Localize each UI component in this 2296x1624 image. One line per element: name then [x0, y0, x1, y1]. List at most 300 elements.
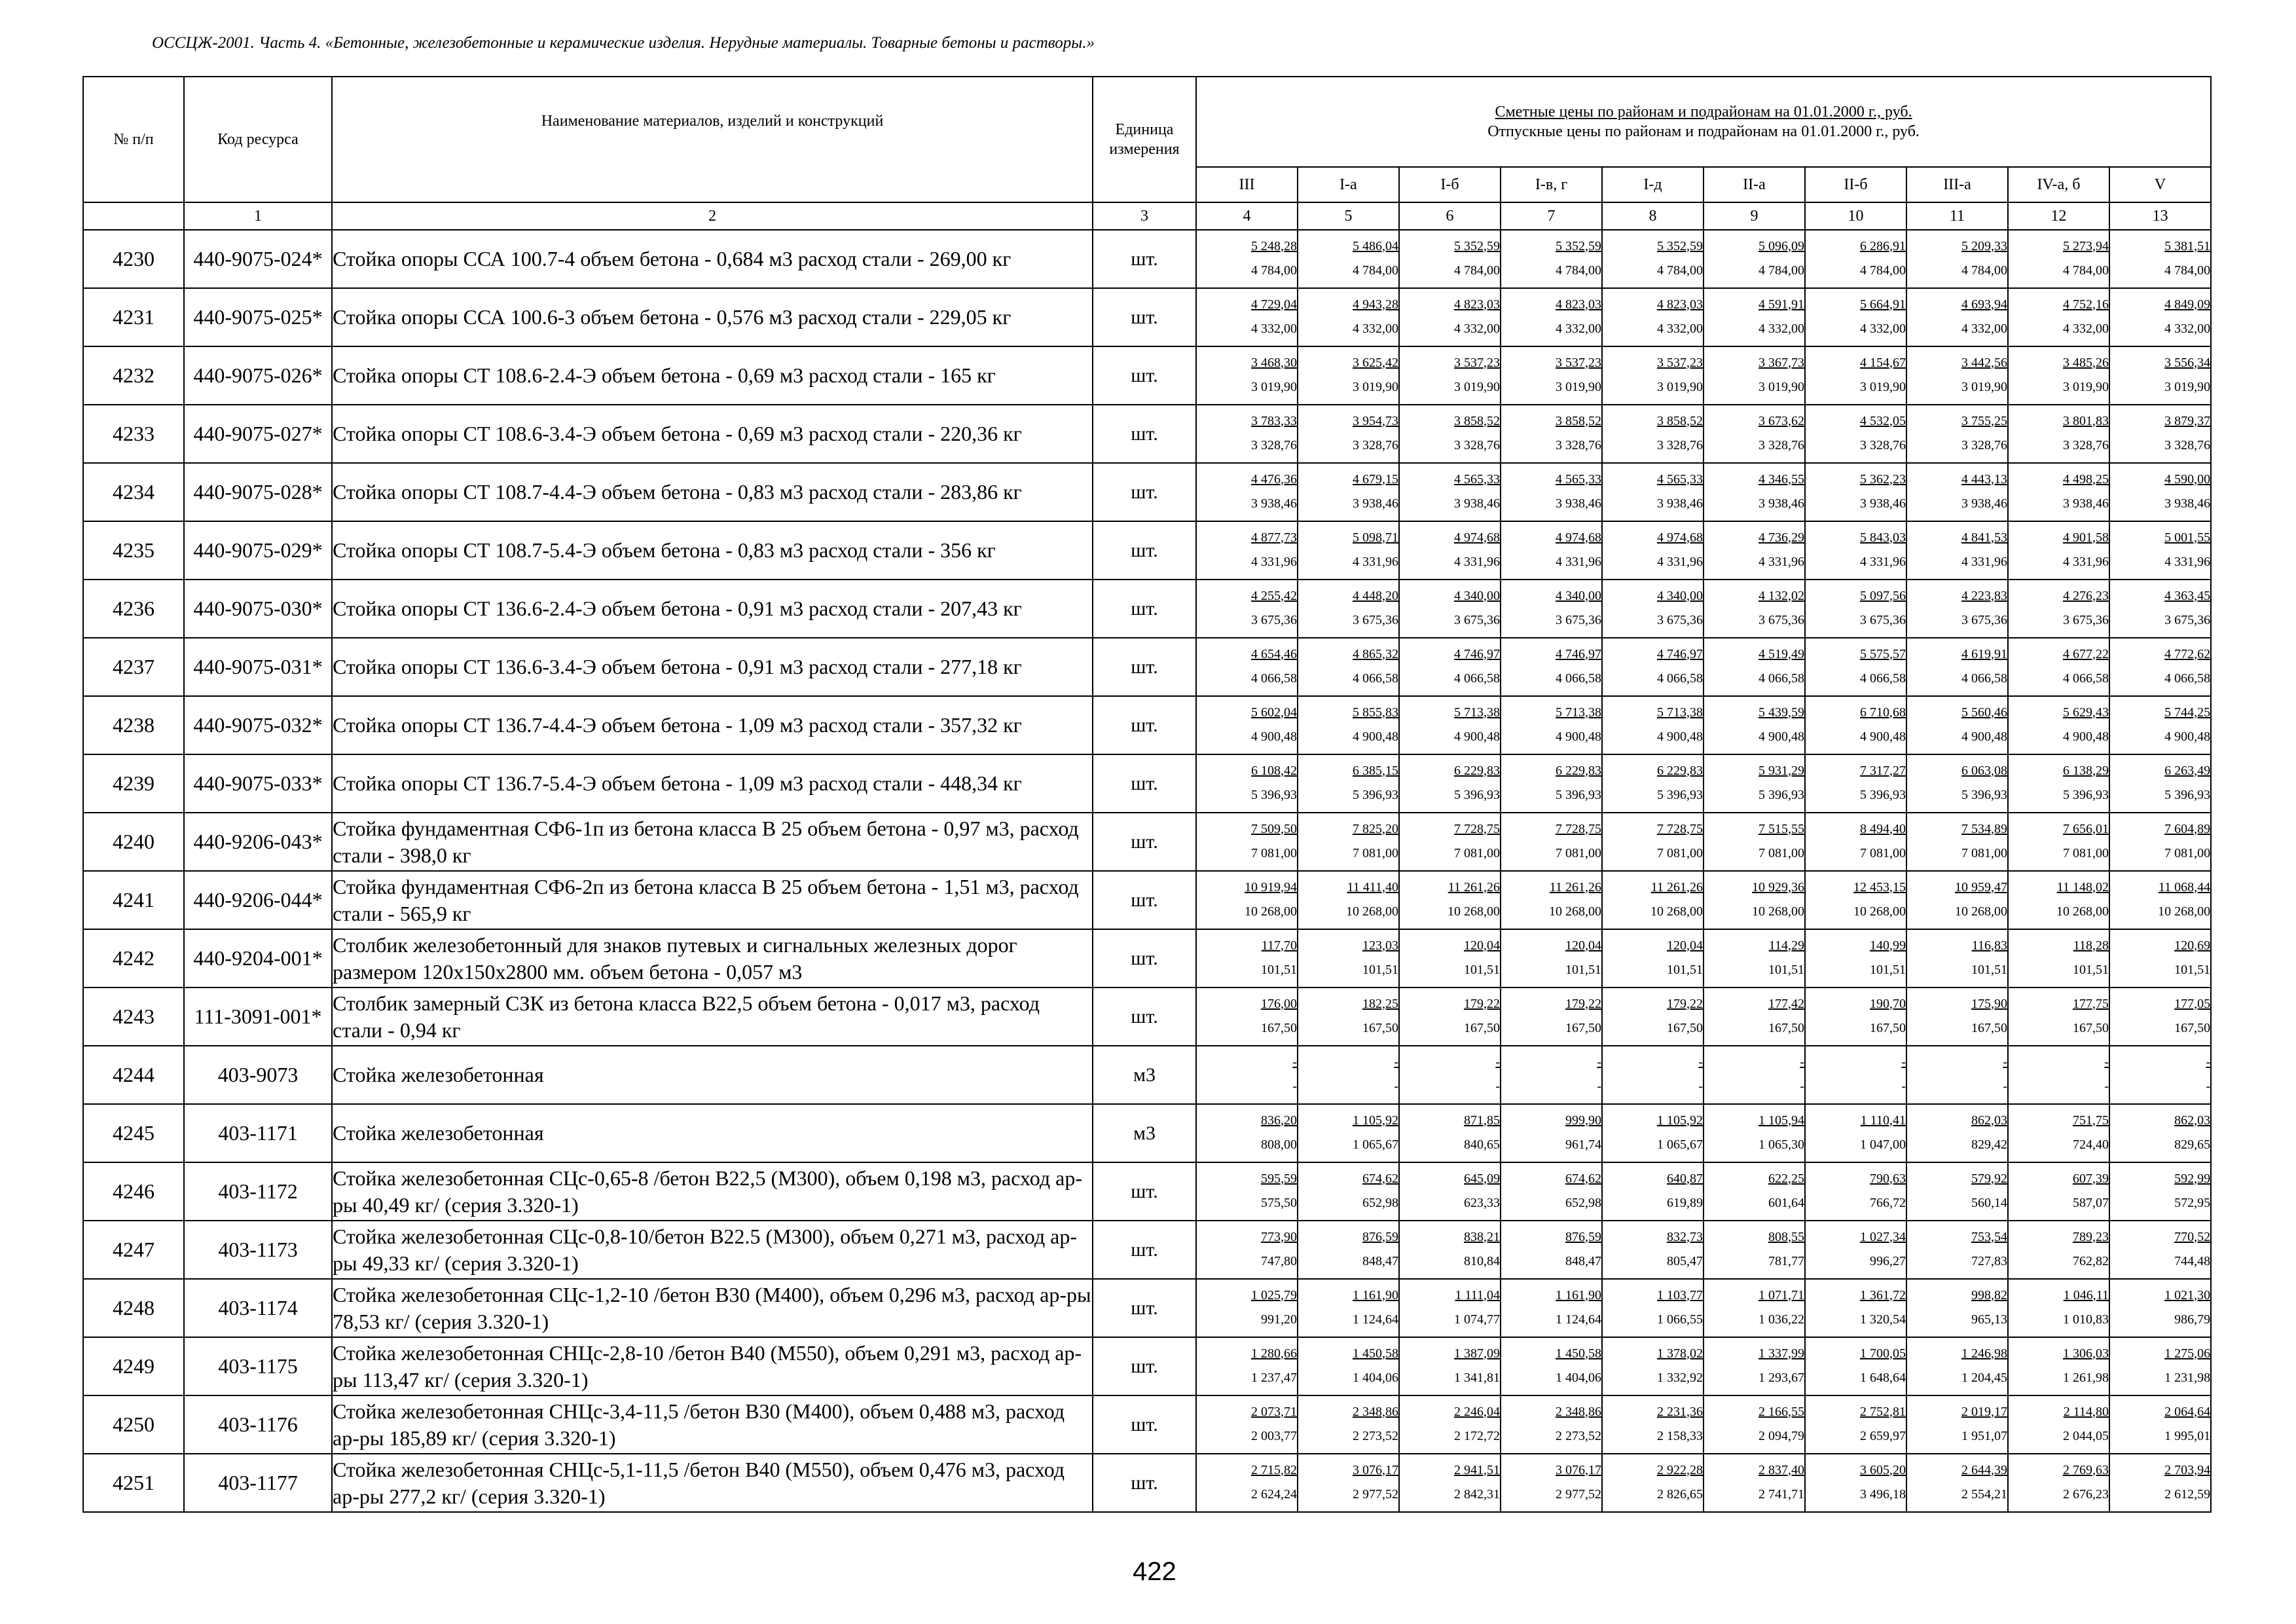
price-cell	[1399, 230, 1501, 288]
release-price: 3 675,36	[1556, 612, 1601, 627]
price-cell	[1906, 580, 2008, 638]
release-price: 840,65	[1464, 1137, 1500, 1152]
release-price: 5 396,93	[1454, 787, 1500, 802]
page-number: 422	[1133, 1557, 1176, 1586]
price-cell	[1196, 987, 1298, 1046]
price-cell	[1602, 1454, 1704, 1512]
price-cell	[1196, 405, 1298, 463]
price-cell	[1298, 813, 1399, 871]
resource-code: 440-9075-026*	[184, 346, 332, 405]
release-price: 10 268,00	[2056, 904, 2109, 919]
estimate-price: 595,59	[1261, 1171, 1297, 1186]
estimate-price: 4 590,00	[2164, 471, 2211, 487]
release-price: 1 065,67	[1353, 1137, 1398, 1152]
price-cell	[1298, 1221, 1399, 1279]
estimate-price: 4 565,33	[1657, 471, 1703, 487]
price-cell	[1298, 1337, 1399, 1395]
unit: шт.	[1093, 230, 1196, 288]
price-cell	[1704, 1162, 1805, 1221]
price-cell	[1298, 230, 1399, 288]
release-price: 3 019,90	[1251, 379, 1297, 394]
unit: шт.	[1093, 638, 1196, 696]
price-cell	[1501, 463, 1602, 521]
price-cell	[1399, 1221, 1501, 1279]
table-row	[83, 1454, 2211, 1512]
release-price: 1 995,01	[2164, 1428, 2211, 1443]
price-cell	[1906, 288, 2008, 346]
price-cell	[1399, 521, 1501, 580]
estimate-price: 5 352,59	[1657, 238, 1703, 253]
release-price: 5 396,93	[1961, 787, 2007, 802]
estimate-price: 862,03	[2174, 1113, 2211, 1128]
price-cell	[1501, 230, 1602, 288]
item-name: Стойка опоры СТ 136.7-4.4-Э объем бетона - 1,09 м3 расход стали - 357,32 кг	[332, 696, 1093, 754]
estimate-price: -	[1292, 1054, 1297, 1069]
release-price: 167,50	[1971, 1020, 2007, 1035]
release-price: 10 268,00	[1346, 904, 1398, 919]
release-price: 652,98	[1565, 1195, 1601, 1210]
release-price: 4 900,48	[1454, 729, 1500, 744]
resource-code: 440-9075-027*	[184, 405, 332, 463]
price-cell	[1906, 346, 2008, 405]
price-cell	[2008, 288, 2109, 346]
price-cell	[1196, 813, 1298, 871]
estimate-price: 4 519,49	[1758, 646, 1804, 661]
estimate-price: 3 755,25	[1961, 413, 2007, 428]
price-cell	[2008, 813, 2109, 871]
price-cell	[1602, 696, 1704, 754]
item-name: Стойка фундаментная СФ6-2п из бетона класса В 25 объем бетона - 1,51 м3, расход стали - 565,9 кг	[332, 871, 1093, 929]
price-cell	[1602, 521, 1704, 580]
column-number-blank	[83, 202, 184, 230]
estimate-price: 6 138,29	[2063, 763, 2109, 778]
price-cell	[1906, 638, 2008, 696]
row-number: 4236	[83, 580, 184, 638]
release-price: 3 938,46	[1860, 496, 1906, 511]
estimate-price: 3 625,42	[1353, 355, 1398, 370]
release-price: 101,51	[1870, 962, 1906, 977]
estimate-price: 3 954,73	[1353, 413, 1398, 428]
resource-code: 440-9206-043*	[184, 813, 332, 871]
release-price: 3 019,90	[1961, 379, 2007, 394]
estimate-price: 1 021,30	[2164, 1287, 2211, 1302]
region-header: I-а	[1298, 167, 1399, 202]
estimate-price: 1 450,58	[1556, 1346, 1601, 1361]
estimate-price: 4 877,73	[1251, 530, 1297, 545]
release-price: 587,07	[2073, 1195, 2109, 1210]
release-price: 5 396,93	[1556, 787, 1601, 802]
item-name: Стойка железобетонная СНЦс-3,4-11,5 /бетон В30 (М400), объем 0,488 м3, расход ар-ры 185,89 кг/ (серия 3.320-1)	[332, 1395, 1093, 1454]
estimate-price: 4 772,62	[2164, 646, 2211, 661]
column-number: 13	[2109, 202, 2211, 230]
estimate-price: 3 858,52	[1454, 413, 1500, 428]
price-cell	[2109, 813, 2211, 871]
release-price: 3 675,36	[1353, 612, 1398, 627]
release-price: 601,64	[1768, 1195, 1804, 1210]
price-cell	[1805, 1046, 1906, 1104]
price-cell	[1501, 929, 1602, 987]
release-price: 3 675,36	[1961, 612, 2007, 627]
estimate-price: 1 361,72	[1860, 1287, 1906, 1302]
region-header: III-а	[1906, 167, 2008, 202]
price-cell	[2008, 696, 2109, 754]
estimate-price: 862,03	[1971, 1113, 2007, 1128]
estimate-price: 7 728,75	[1454, 821, 1500, 836]
price-cell	[1906, 1221, 2008, 1279]
table-row	[83, 463, 2211, 521]
estimate-price: 1 700,05	[1860, 1346, 1906, 1361]
release-price: 781,77	[1768, 1253, 1804, 1268]
estimate-price: 120,04	[1667, 938, 1703, 953]
release-price: 3 019,90	[1353, 379, 1398, 394]
estimate-price: 3 076,17	[1353, 1462, 1398, 1477]
price-cell	[1501, 1395, 1602, 1454]
estimate-price: 5 486,04	[1353, 238, 1398, 253]
price-cell	[1298, 1395, 1399, 1454]
release-price: 167,50	[1362, 1020, 1398, 1035]
estimate-price: 10 919,94	[1245, 879, 1297, 895]
release-price: 2 612,59	[2164, 1486, 2211, 1502]
price-cell	[1805, 1221, 1906, 1279]
estimate-price: 6 263,49	[2164, 763, 2211, 778]
release-price: 3 675,36	[1251, 612, 1297, 627]
estimate-price: 770,52	[2174, 1229, 2211, 1244]
release-price: 101,51	[1464, 962, 1500, 977]
release-price: 7 081,00	[1556, 845, 1601, 860]
price-cell	[1196, 929, 1298, 987]
release-price: 2 273,52	[1556, 1428, 1601, 1443]
release-price: 829,65	[2174, 1137, 2211, 1152]
unit: шт.	[1093, 463, 1196, 521]
estimate-price: 2 246,04	[1454, 1404, 1500, 1419]
estimate-price: 4 823,03	[1657, 297, 1703, 312]
estimate-price: 1 450,58	[1353, 1346, 1398, 1361]
price-cell	[1399, 871, 1501, 929]
price-cell	[1805, 1104, 1906, 1162]
release-price: 2 094,79	[1758, 1428, 1804, 1443]
resource-code: 111-3091-001*	[184, 987, 332, 1046]
price-cell	[1906, 1104, 2008, 1162]
price-cell	[1704, 1279, 1805, 1337]
column-number: 9	[1704, 202, 1805, 230]
unit: шт.	[1093, 1395, 1196, 1454]
price-cell	[1602, 230, 1704, 288]
release-price: 3 675,36	[1860, 612, 1906, 627]
release-price: 4 331,96	[1556, 554, 1601, 569]
release-price: 7 081,00	[1454, 845, 1500, 860]
table-row	[83, 405, 2211, 463]
price-cell	[1196, 1337, 1298, 1395]
release-price: -	[2003, 1079, 2007, 1094]
price-cell	[1501, 987, 1602, 1046]
price-cell	[1704, 1395, 1805, 1454]
price-cell	[1399, 929, 1501, 987]
estimate-price: 4 746,97	[1454, 646, 1500, 661]
release-price: 101,51	[1565, 962, 1601, 977]
release-price: 805,47	[1667, 1253, 1703, 1268]
estimate-price: 773,90	[1261, 1229, 1297, 1244]
release-price: 10 268,00	[2158, 904, 2211, 919]
estimate-price: 4 729,04	[1251, 297, 1297, 312]
release-price: 572,95	[2174, 1195, 2211, 1210]
price-cell	[1399, 1046, 1501, 1104]
estimate-price: 7 317,27	[1860, 763, 1906, 778]
table-row	[83, 1162, 2211, 1221]
resource-code: 440-9075-032*	[184, 696, 332, 754]
release-price: 986,79	[2174, 1312, 2211, 1327]
release-price: 167,50	[1768, 1020, 1804, 1035]
price-cell	[1602, 405, 1704, 463]
release-price: 101,51	[1667, 962, 1703, 977]
estimate-price: 2 769,63	[2063, 1462, 2109, 1477]
estimate-price: 5 209,33	[1961, 238, 2007, 253]
price-cell	[1298, 1454, 1399, 1512]
estimate-price: 3 537,23	[1657, 355, 1703, 370]
resource-code: 403-1176	[184, 1395, 332, 1454]
price-cell	[1196, 230, 1298, 288]
estimate-price: 789,23	[2073, 1229, 2109, 1244]
price-cell	[2109, 1104, 2211, 1162]
estimate-price: 114,29	[1768, 938, 1804, 953]
price-cell	[2109, 521, 2211, 580]
release-price: 101,51	[1768, 962, 1804, 977]
price-cell	[1906, 754, 2008, 813]
price-cell	[1501, 1337, 1602, 1395]
unit: шт.	[1093, 987, 1196, 1046]
table-row	[83, 813, 2211, 871]
table-row	[83, 1395, 2211, 1454]
estimate-price: 2 166,55	[1758, 1404, 1804, 1419]
price-cell	[1805, 521, 1906, 580]
item-name: Стойка железобетонная	[332, 1046, 1093, 1104]
price-cell	[1704, 463, 1805, 521]
release-price: 2 741,71	[1758, 1486, 1804, 1502]
release-price: 1 010,83	[2063, 1312, 2109, 1327]
release-price: 4 066,58	[1556, 671, 1601, 686]
estimate-price: 5 713,38	[1454, 705, 1500, 720]
unit: шт.	[1093, 580, 1196, 638]
estimate-price: 4 448,20	[1353, 588, 1398, 603]
release-price: 810,84	[1464, 1253, 1500, 1268]
estimate-price: 1 071,71	[1758, 1287, 1804, 1302]
resource-code: 440-9204-001*	[184, 929, 332, 987]
release-price: 4 784,00	[1353, 263, 1398, 278]
estimate-price: 5 664,91	[1860, 297, 1906, 312]
price-cell	[1399, 696, 1501, 754]
release-price: 1 036,22	[1758, 1312, 1804, 1327]
price-cell	[1501, 813, 1602, 871]
price-cell	[2008, 230, 2109, 288]
estimate-price: 6 385,15	[1353, 763, 1398, 778]
estimate-price: 5 096,09	[1758, 238, 1804, 253]
estimate-price: 5 098,71	[1353, 530, 1398, 545]
item-name: Стойка опоры СТ 136.6-2.4-Э объем бетона - 0,91 м3 расход стали - 207,43 кг	[332, 580, 1093, 638]
estimate-price: 6 063,08	[1961, 763, 2007, 778]
header-code: Код ресурса	[184, 77, 332, 202]
estimate-price: 3 485,26	[2063, 355, 2109, 370]
header-no: № п/п	[83, 77, 184, 202]
unit: шт.	[1093, 521, 1196, 580]
price-cell	[2109, 1454, 2211, 1512]
row-number: 4234	[83, 463, 184, 521]
price-cell	[1805, 1337, 1906, 1395]
price-cell	[1906, 230, 2008, 288]
price-cell	[1704, 1046, 1805, 1104]
price-cell	[1501, 346, 1602, 405]
release-price: 4 332,00	[1860, 321, 1906, 336]
release-price: 3 328,76	[1657, 437, 1703, 452]
estimate-price: 1 105,92	[1353, 1113, 1398, 1128]
price-cell	[1298, 696, 1399, 754]
release-price: 4 900,48	[2063, 729, 2109, 744]
estimate-price: 175,90	[1971, 996, 2007, 1011]
region-header: I-в, г	[1501, 167, 1602, 202]
estimate-price: 120,04	[1464, 938, 1500, 953]
release-price: 7 081,00	[2063, 845, 2109, 860]
estimate-price: 4 654,46	[1251, 646, 1297, 661]
release-price: -	[1292, 1079, 1297, 1094]
price-cell	[2008, 1337, 2109, 1395]
estimate-price: 1 111,04	[1455, 1287, 1500, 1302]
region-header: I-б	[1399, 167, 1501, 202]
release-price: 10 268,00	[1650, 904, 1703, 919]
price-cell	[1196, 754, 1298, 813]
release-price: 5 396,93	[1860, 787, 1906, 802]
unit: шт.	[1093, 929, 1196, 987]
release-price: 4 784,00	[1454, 263, 1500, 278]
price-cell	[2008, 346, 2109, 405]
price-cell	[1704, 346, 1805, 405]
price-cell	[1501, 1221, 1602, 1279]
release-price: 1 951,07	[1961, 1428, 2007, 1443]
release-price: 4 066,58	[1454, 671, 1500, 686]
price-cell	[1805, 929, 1906, 987]
estimate-price: 1 246,98	[1961, 1346, 2007, 1361]
price-cell	[1399, 405, 1501, 463]
release-price: 3 328,76	[1860, 437, 1906, 452]
price-cell	[1298, 1046, 1399, 1104]
estimate-price: 4 565,33	[1454, 471, 1500, 487]
price-cell	[1501, 1104, 1602, 1162]
price-cell	[1298, 987, 1399, 1046]
estimate-price: 118,28	[2073, 938, 2109, 953]
estimate-price: 5 001,55	[2164, 530, 2211, 545]
price-cell	[1704, 871, 1805, 929]
release-price: 1 074,77	[1454, 1312, 1500, 1327]
price-cell	[1298, 521, 1399, 580]
price-cell	[1501, 1046, 1602, 1104]
price-cell	[1906, 463, 2008, 521]
release-price: 4 066,58	[2164, 671, 2211, 686]
row-number: 4239	[83, 754, 184, 813]
release-price: 4 784,00	[1860, 263, 1906, 278]
estimate-price: 4 901,58	[2063, 530, 2109, 545]
resource-code: 440-9075-025*	[184, 288, 332, 346]
estimate-price: 179,22	[1464, 996, 1500, 1011]
price-cell	[1196, 580, 1298, 638]
release-price: 744,48	[2174, 1253, 2211, 1268]
price-cell	[2109, 1337, 2211, 1395]
price-cell	[2109, 929, 2211, 987]
price-cell	[1298, 1162, 1399, 1221]
estimate-price: 3 468,30	[1251, 355, 1297, 370]
release-price: 3 328,76	[1454, 437, 1500, 452]
estimate-price: -	[2104, 1054, 2109, 1069]
estimate-price: 2 073,71	[1251, 1404, 1297, 1419]
estimate-price: 4 340,00	[1556, 588, 1601, 603]
price-cell	[2008, 580, 2109, 638]
price-cell	[1805, 638, 1906, 696]
release-price: 4 332,00	[1961, 321, 2007, 336]
release-price: 3 496,18	[1860, 1486, 1906, 1502]
estimate-price: 6 229,83	[1556, 763, 1601, 778]
estimate-price: 876,59	[1565, 1229, 1601, 1244]
release-price: 1 293,67	[1758, 1370, 1804, 1385]
row-number: 4235	[83, 521, 184, 580]
estimate-price: 4 619,91	[1961, 646, 2007, 661]
estimate-price: 3 858,52	[1556, 413, 1601, 428]
row-number: 4246	[83, 1162, 184, 1221]
price-cell	[1399, 1162, 1501, 1221]
price-cell	[1805, 580, 1906, 638]
estimate-price: 4 693,94	[1961, 297, 2007, 312]
release-price: 3 675,36	[1657, 612, 1703, 627]
estimate-price: 1 387,09	[1454, 1346, 1500, 1361]
price-cell	[1196, 463, 1298, 521]
column-number: 3	[1093, 202, 1196, 230]
estimate-price: 1 275,06	[2164, 1346, 2211, 1361]
row-number: 4232	[83, 346, 184, 405]
price-cell	[1602, 1337, 1704, 1395]
release-price: 4 900,48	[1353, 729, 1398, 744]
estimate-price: 3 673,62	[1758, 413, 1804, 428]
estimate-price: 674,62	[1565, 1171, 1601, 1186]
estimate-price: 2 752,81	[1860, 1404, 1906, 1419]
estimate-price: 5 843,03	[1860, 530, 1906, 545]
estimate-price: 6 286,91	[1860, 238, 1906, 253]
release-price: 652,98	[1362, 1195, 1398, 1210]
release-price: 560,14	[1971, 1195, 2007, 1210]
release-price: 4 900,48	[1961, 729, 2007, 744]
estimate-price: 2 348,86	[1556, 1404, 1601, 1419]
estimate-price: 10 929,36	[1752, 879, 1804, 895]
row-number: 4237	[83, 638, 184, 696]
release-price: 4 784,00	[2164, 263, 2211, 278]
price-cell	[1501, 696, 1602, 754]
release-price: 4 784,00	[1657, 263, 1703, 278]
price-cell	[1196, 871, 1298, 929]
estimate-price: 8 494,40	[1860, 821, 1906, 836]
item-name: Стойка железобетонная СНЦс-5,1-11,5 /бетон В40 (М550), объем 0,476 м3, расход ар-ры 277,2 кг/ (серия 3.320-1)	[332, 1454, 1093, 1512]
price-cell	[1906, 1279, 2008, 1337]
release-price: 3 675,36	[2164, 612, 2211, 627]
release-price: 2 044,05	[2063, 1428, 2109, 1443]
price-cell	[1602, 580, 1704, 638]
price-cell	[1906, 696, 2008, 754]
estimate-price: 1 027,34	[1860, 1229, 1906, 1244]
release-price: 4 332,00	[2063, 321, 2109, 336]
price-cell	[1704, 1221, 1805, 1279]
release-price: 961,74	[1565, 1137, 1601, 1152]
estimate-price: 2 837,40	[1758, 1462, 1804, 1477]
estimate-price: 190,70	[1870, 996, 1906, 1011]
estimate-price: 790,63	[1870, 1171, 1906, 1186]
resource-code: 403-1171	[184, 1104, 332, 1162]
estimate-price: 4 476,36	[1251, 471, 1297, 487]
estimate-price: 7 534,89	[1961, 821, 2007, 836]
price-cell	[2109, 580, 2211, 638]
release-price: 167,50	[1667, 1020, 1703, 1035]
